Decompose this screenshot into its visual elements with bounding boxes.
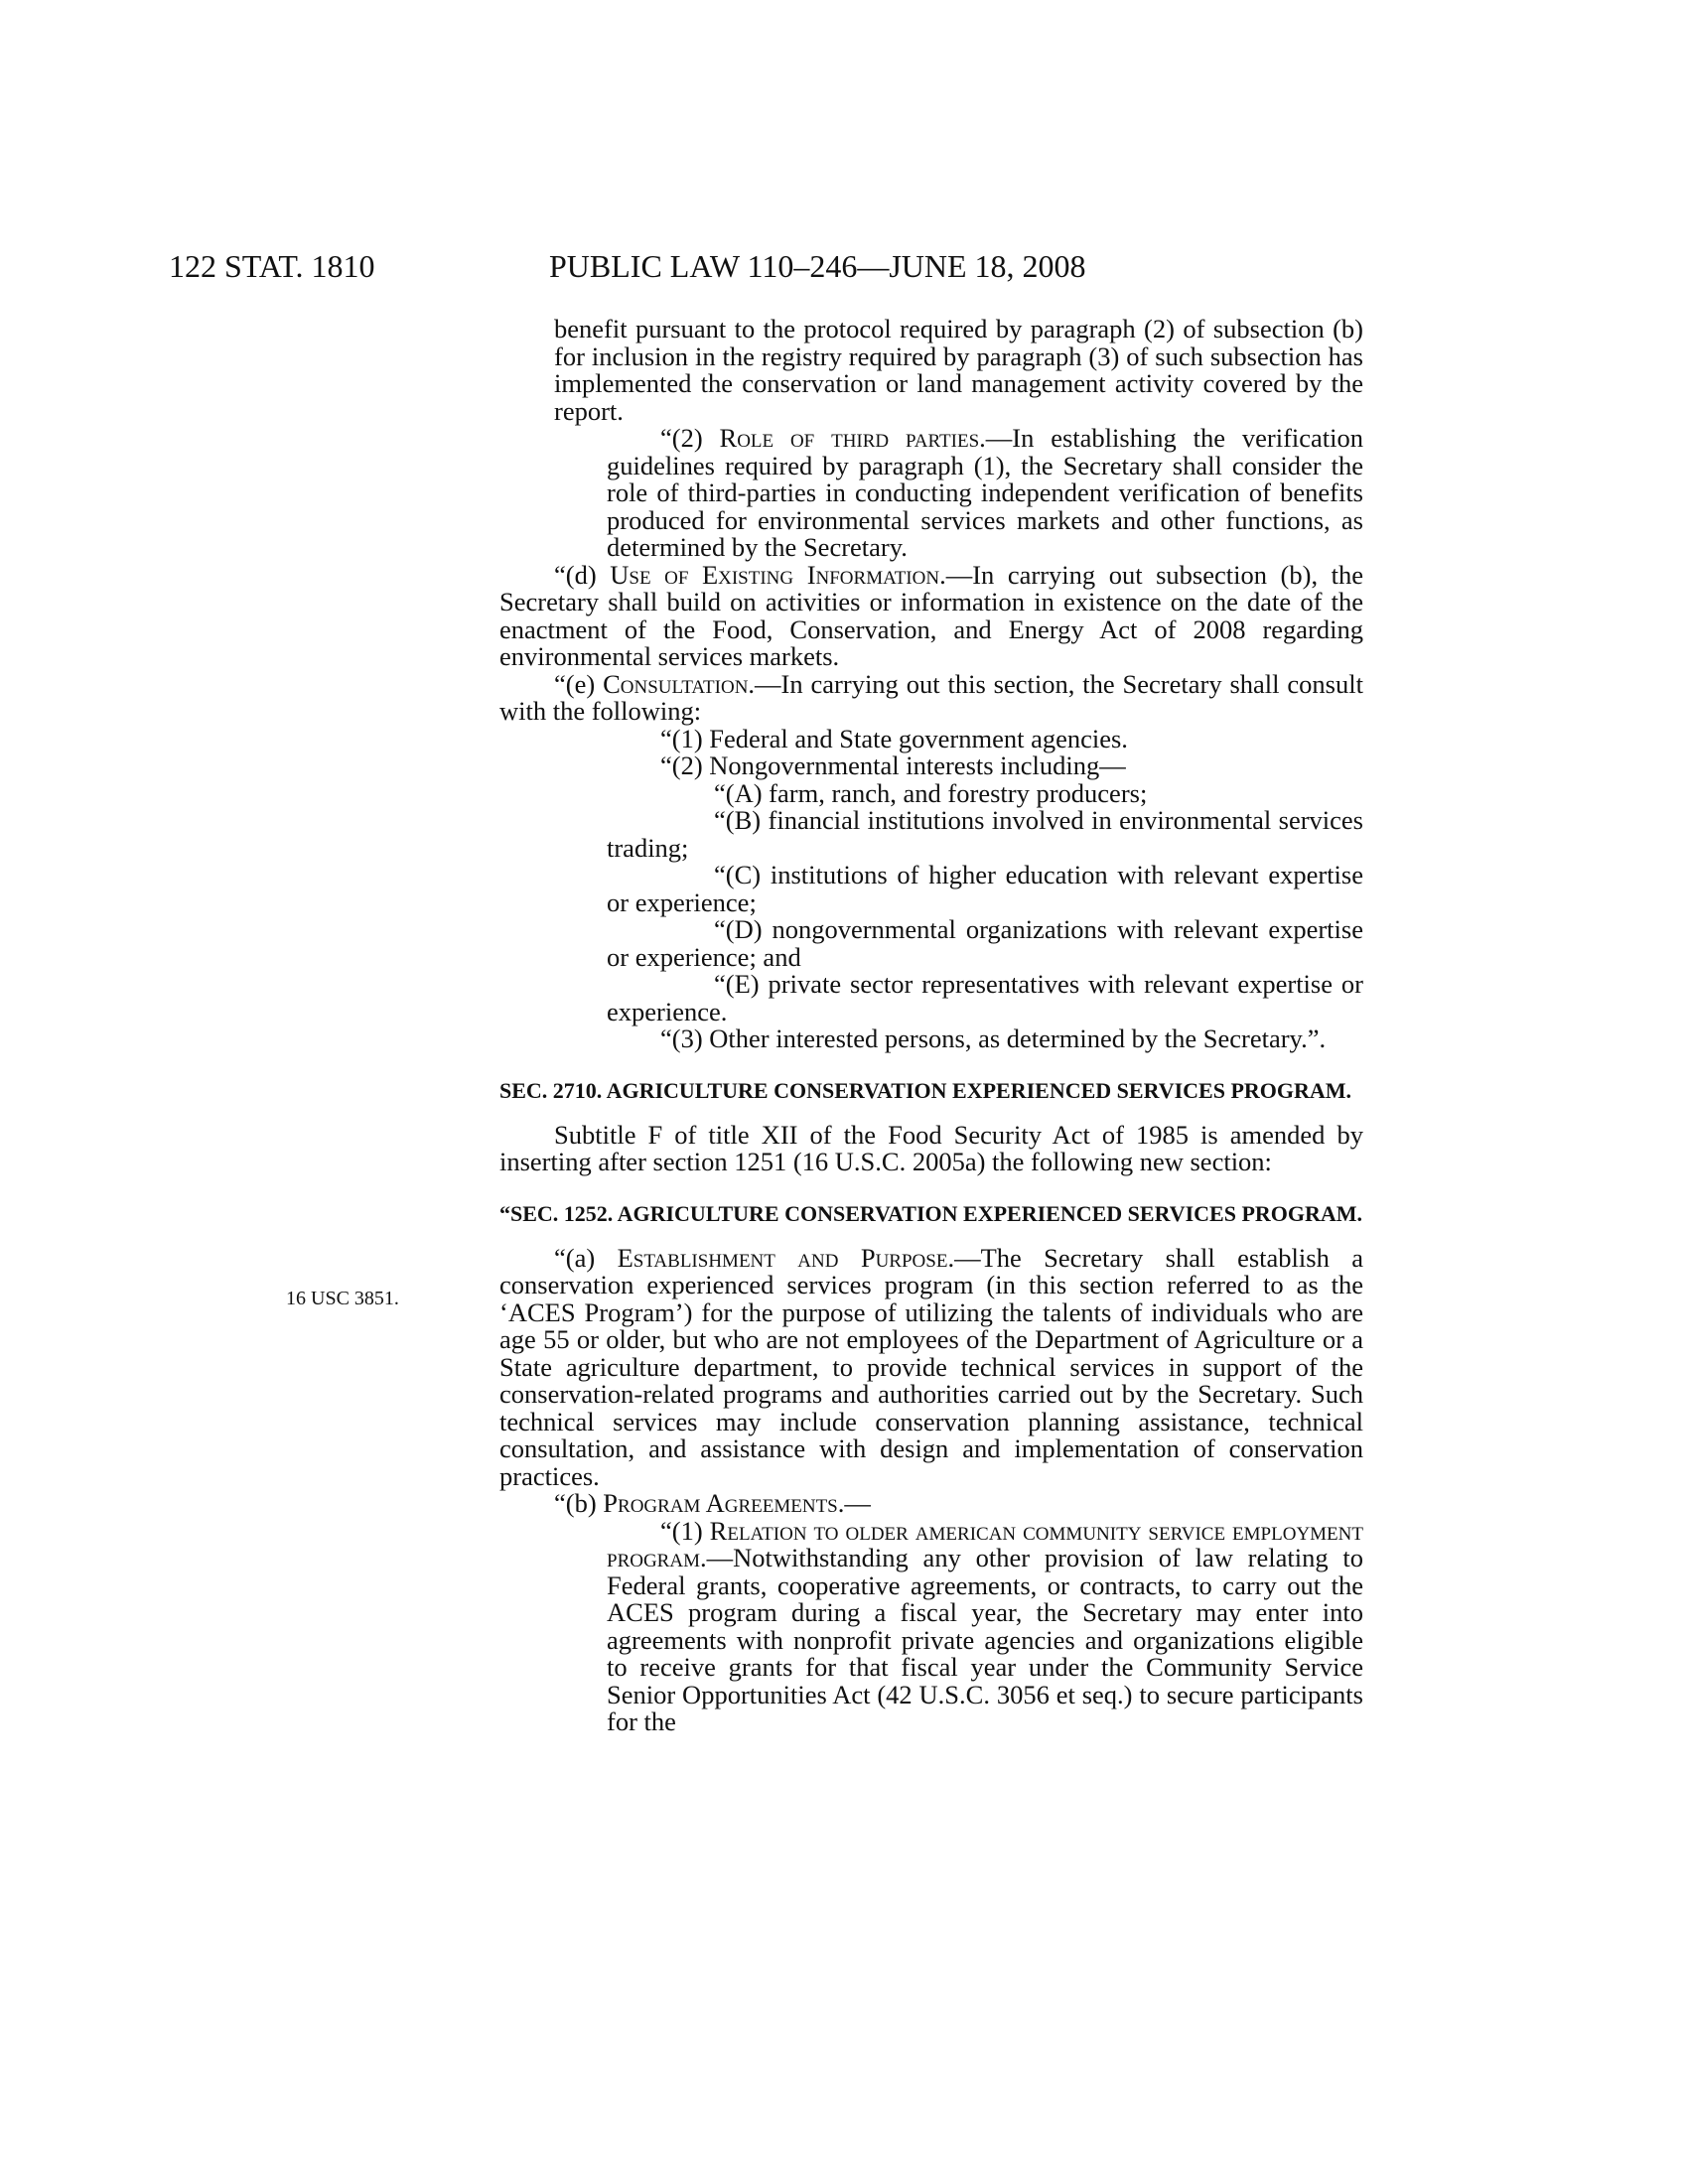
heading-role-of-third-parties: Role of third parties — [719, 423, 980, 453]
subsection-b: “(b) Program Agreements.— — [554, 1488, 871, 1518]
list-item: “(C) institutions of higher education with relevant expertise or experience; — [607, 860, 1363, 917]
paragraph-b1: “(1) Relation to older american community service employment program.—Notwithstanding any other provision of law relating to Federal grants, cooperative agreements, or contracts, to carry out the ACES program during a fiscal year, the Secretary may enter into agreements with nonprofit private agencies and organizations eligible to receive grants for that fiscal year under the Community Service Senior Opportunities Act (42 U.S.C. 3056 et seq.) to secure participants for the — [607, 1515, 1363, 1736]
heading-establishment-and-purpose: Establishment and Purpose — [617, 1242, 948, 1273]
list-item: “(1) Federal and State government agencies. — [660, 723, 1128, 753]
heading-program-agreements: Program Agreements — [603, 1488, 838, 1518]
heading-use-of-existing-information: Use of Existing Information — [610, 559, 940, 590]
list-item: “(3) Other interested persons, as determined by the Secretary.”. — [660, 1024, 1327, 1053]
paragraph-role-of-third-parties: “(2) Role of third parties.—In establishing the verification guidelines required by paragraph (1), the Secretary shall consider the role of third-parties in conducting independent verification of benefits produced for environmental services markets and other functions, as determined by the Secretary. — [607, 423, 1363, 562]
list-item: “(2) Nongovernmental interests including— — [660, 751, 1126, 780]
running-header: PUBLIC LAW 110–246—JUNE 18, 2008 — [549, 248, 1086, 284]
paragraph-benefit: benefit pursuant to the protocol required by paragraph (2) of subsection (b) for inclusion in the registry required by paragraph (3) of such subsection has implemented the conservation or land management activity covered by the report. — [554, 314, 1363, 426]
section-heading-1252: “SEC. 1252. AGRICULTURE CONSERVATION EXPERIENCED SERVICES PROGRAM. — [499, 1200, 1363, 1226]
heading-consultation: Consultation — [603, 668, 749, 699]
list-item: “(E) private sector representatives with relevant expertise or experience. — [607, 969, 1363, 1026]
list-item: “(B) financial institutions involved in environmental services trading; — [607, 805, 1363, 863]
list-item: “(D) nongovernmental organizations with relevant expertise or experience; and — [607, 914, 1363, 972]
section-heading-2710: SEC. 2710. AGRICULTURE CONSERVATION EXPERIENCED SERVICES PROGRAM. — [499, 1077, 1352, 1103]
margin-citation: 16 USC 3851. — [286, 1288, 399, 1309]
subsection-a: “(a) Establishment and Purpose.—The Secretary shall establish a conservation experienced services program (in this section referred to as the ‘ACES Program’) for the purpose of utilizing the talents of individuals who are age 55 or older, but who are not employees of the Department of Agriculture or a State agriculture department, to provide technical services in support of the conservation-related programs and authorities carried out by the Secretary. Such technical services may include conservation planning assistance, technical consultation, and assistance with design and implementation of conservation practices. — [499, 1242, 1363, 1491]
subsection-d: “(d) Use of Existing Information.—In carrying out subsection (b), the Secretary shall build on activities or information in existence on the date of the enactment of the Food, Conservation, and Energy Act of 2008 regarding environmental services markets. — [499, 559, 1364, 671]
section-2710-text: Subtitle F of title XII of the Food Security Act of 1985 is amended by inserting after section 1251 (16 U.S.C. 2005a) the following new section: — [499, 1119, 1363, 1176]
statute-text — [499, 316, 1363, 1736]
subsection-e: “(e) Consultation.—In carrying out this section, the Secretary shall consult with the following: — [499, 668, 1363, 726]
heading-relation-to-older-american: Relation to older american community service employment program — [607, 1515, 1363, 1572]
list-item: “(A) farm, ranch, and forestry producers; — [714, 777, 1148, 808]
page-stat-citation: 122 STAT. 1810 — [169, 248, 375, 284]
